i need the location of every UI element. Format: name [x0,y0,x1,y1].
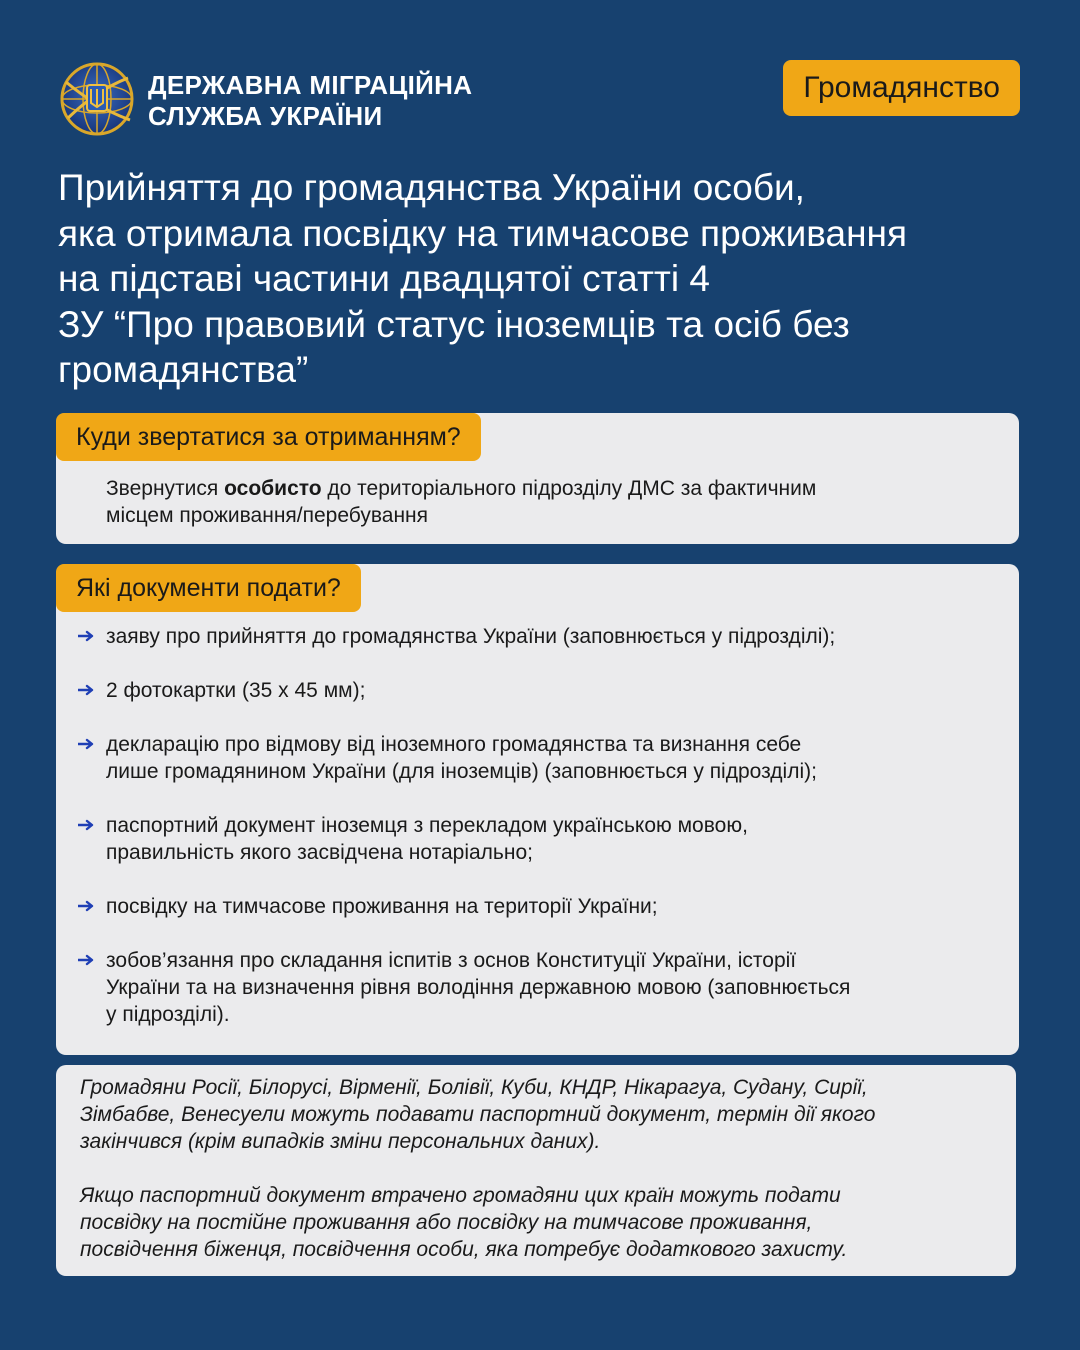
note-paragraph-1 [80,1074,1000,1155]
where-bold: особисто [224,477,322,500]
list-item-text [106,731,817,785]
category-tag: Громадянство [783,60,1020,116]
list-item-line: лише громадянином України (для іноземців) (заповнюється у підрозділі); [106,760,817,783]
title-line: громадянства” [58,349,309,390]
page-title [58,165,1018,393]
list-item-line: правильність якого засвідчена нотаріально; [106,841,533,864]
list-item-text [106,812,748,866]
list-item-line: 2 фотокартки (35 х 45 мм); [106,679,366,702]
note-line: Громадяни Росії, Білорусі, Вірменії, Болівії, Куби, КНДР, Нікарагуа, Судану, Сирії, [80,1076,868,1099]
where-prefix: Звернутися [106,477,225,500]
note-line: посвідку на постійне проживання або посвідку на тимчасове проживання, [80,1211,813,1234]
where-text-line2: місцем проживання/перебування [106,504,429,527]
list-item-line: зобов’язання про складання іспитів з основ Конституції України, історії [106,949,797,972]
note-line: посвідчення біженця, посвідчення особи, яка потребує додаткового захисту. [80,1238,848,1261]
org-name-line2: СЛУЖБА УКРАЇНИ [148,101,383,131]
title-line: на підставі частини двадцятої статті 4 [58,258,710,299]
header [58,58,1020,138]
list-item-line: посвідку на тимчасове проживання на території України; [106,895,658,918]
note-line: Зімбабве, Венесуели можуть подавати паспортний документ, термін дії якого [80,1103,876,1126]
where-heading: Куди звертатися за отриманням? [56,413,481,461]
arrow-right-icon [78,900,96,912]
arrow-right-icon [78,684,96,696]
title-line: ЗУ “Про правовий статус іноземців та осіб без [58,303,850,345]
arrow-right-icon [78,738,96,750]
documents-card [56,564,1019,1055]
organization-name [148,70,472,132]
list-item-line: у підрозділі). [106,1003,230,1026]
arrow-right-icon [78,954,96,966]
title-line: яка отримала посвідку на тимчасове проживання [58,212,907,254]
where-card [56,413,1019,544]
org-name-line1: ДЕРЖАВНА МІГРАЦІЙНА [148,70,473,100]
arrow-right-icon [78,819,96,831]
list-item-line: України та на визначення рівня володіння державною мовою (заповнюється [106,976,851,999]
note-paragraph-2 [80,1182,1000,1263]
dms-emblem-icon [58,60,136,138]
where-suffix: до територіального підрозділу ДМС за фактичним [321,477,817,500]
list-item-line: заяву про прийняття до громадянства України (заповнюється у підрозділі); [106,625,836,648]
list-item-text [106,677,365,704]
note-line: закінчився (крім випадків зміни персональних даних). [80,1130,601,1153]
list-item-text [106,947,850,1028]
title-line: Прийняття до громадянства України особи, [58,167,805,208]
list-item-line: паспортний документ іноземця з перекладом українською мовою, [106,814,748,837]
list-item-line: декларацію про відмову від іноземного громадянства та визнання себе [106,733,802,756]
where-text-line1 [106,475,986,502]
documents-heading: Які документи подати? [56,564,361,612]
where-text [106,475,986,529]
note-line: Якщо паспортний документ втрачено громадяни цих країн можуть подати [80,1184,841,1207]
list-item-text [106,623,835,650]
list-item-text [106,893,658,920]
arrow-right-icon [78,630,96,642]
